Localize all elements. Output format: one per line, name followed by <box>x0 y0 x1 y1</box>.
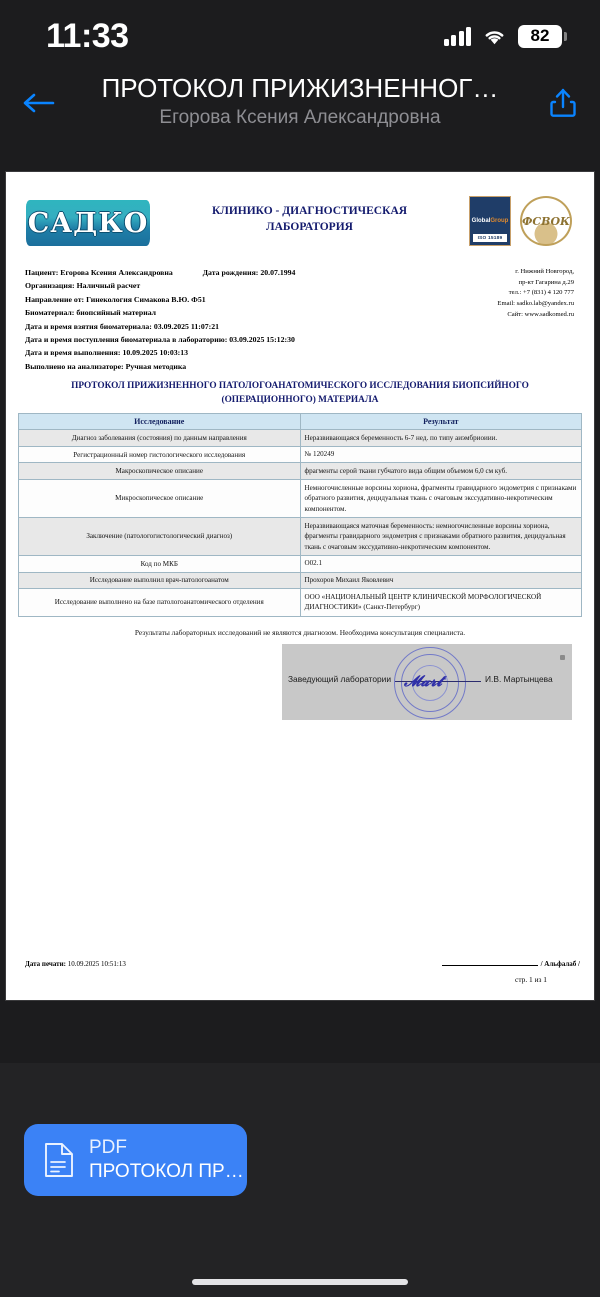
wifi-icon <box>482 27 507 46</box>
lab-title-line2: ЛАБОРАТОРИЯ <box>266 220 353 233</box>
protocol-title <box>24 380 576 407</box>
battery-icon <box>518 25 562 48</box>
share-icon <box>548 87 578 119</box>
org-label: Организация: <box>25 281 75 291</box>
contact-phone: тел.: +7 (831) 4 120 777 <box>508 289 574 297</box>
patient-info-row <box>25 266 410 279</box>
page-title: ПРОТОКОЛ ПРИЖИЗНЕННОГ… <box>101 74 499 103</box>
attachment-panel <box>0 1063 600 1297</box>
protocol-title-line2: (ОПЕРАЦИОННОГО) МАТЕРИАЛА <box>221 394 379 405</box>
completion-datetime-label: Дата и время выполнения: <box>25 348 121 358</box>
results-table <box>18 413 582 616</box>
row-value: О02.1 <box>300 555 582 572</box>
attachment-kind: PDF <box>89 1137 127 1159</box>
patient-info-row <box>25 279 410 292</box>
status-bar-indicators <box>444 25 563 48</box>
row-value: фрагменты серой ткани губчатого вида общим объемом 6,0 см куб. <box>300 463 582 480</box>
birthdate-value: 20.07.1994 <box>260 268 296 277</box>
table-row <box>19 480 582 518</box>
arrival-datetime-value: 03.09.2025 15:12:30 <box>229 335 295 345</box>
share-button[interactable] <box>532 87 578 119</box>
sadko-logo: САДКО <box>26 200 150 246</box>
attachment-text <box>89 1137 244 1183</box>
iso-label: ISO 15189 <box>473 234 507 242</box>
table-row <box>19 518 582 556</box>
contact-city: г. Нижний Новгород, <box>515 268 574 275</box>
document-page <box>6 172 594 1000</box>
column-header-study: Исследование <box>19 414 301 430</box>
table-row <box>19 572 582 589</box>
row-value: ООО «НАЦИОНАЛЬНЫЙ ЦЕНТР КЛИНИЧЕСКОЙ МОРФОЛОГИЧЕСКОЙ ДИАГНОСТИКИ» (Санкт-Петербург) <box>300 589 582 616</box>
document-info-block <box>18 266 582 373</box>
signature-name: И.В. Мартынцева <box>485 673 553 684</box>
table-row <box>19 446 582 463</box>
signature-role: Заведующий лаборатории <box>288 673 392 684</box>
print-date-label: Дата печати: <box>25 960 66 968</box>
patient-value: Егорова Ксения Александровна <box>60 268 173 277</box>
collection-datetime-value: 03.09.2025 11:07:21 <box>153 321 220 331</box>
row-value: Неразвивающаяся беременность 6-7 нед. по типу аиэмбриоиии. <box>300 430 582 447</box>
row-key: Код по МКБ <box>19 555 301 572</box>
row-value: Прохоров Михаил Яковлевич <box>300 572 582 589</box>
protocol-title-line1: ПРОТОКОЛ ПРИЖИЗНЕННОГО ПАТОЛОГОАНАТОМИЧЕСКОГО ИССЛЕДОВАНИЯ БИОПСИЙНОГО <box>71 381 529 392</box>
alfalab-signature <box>442 960 580 968</box>
patient-info-row <box>25 320 410 333</box>
navigation-bar <box>0 72 600 134</box>
page-subtitle: Егорова Ксения Александровна <box>159 107 441 128</box>
biomaterial-label: Биоматериал: <box>25 308 75 318</box>
table-row <box>19 555 582 572</box>
row-key: Исследование выполнил врач-патологоанатом <box>19 572 301 589</box>
arrival-datetime-label: Дата и время поступления биоматериала в лабораторию: <box>25 335 228 345</box>
attachment-name: ПРОТОКОЛ ПР… <box>89 1160 244 1182</box>
page-number: стр. 1 из 1 <box>515 975 547 984</box>
patient-info-row <box>25 293 410 306</box>
row-value: Немногочисленные ворсины хориона, фрагменты гравидарного эндометрия с признаками обратного развития, децидуальная ткань с очаговым экссудативно-некротическим компонентом. <box>300 480 582 518</box>
row-value: Неразвивающаяся маточная беременность: немногочисленные ворсины хориона, фрагменты гравидарного эндометрия с признаками обратного развития, децидуальная ткань с очаговым экссудативно-некротическим компонентом. <box>300 518 582 556</box>
nav-title-group <box>68 74 532 131</box>
fsvok-badge-icon: ФСВОК <box>520 196 572 246</box>
disclaimer-text: Результаты лабораторных исследований не являются диагнозом. Необходима консультация специалиста. <box>134 627 466 637</box>
accreditation-badges <box>469 190 572 246</box>
row-key: Регистрационный номер гистологического исследования <box>19 446 301 463</box>
document-viewer[interactable] <box>0 142 600 1022</box>
table-row <box>19 589 582 616</box>
alfalab-line <box>442 965 538 966</box>
pdf-file-icon <box>44 1142 74 1178</box>
row-key: Микроскопическое описание <box>19 480 301 518</box>
print-date-value: 10.09.2025 10:51:13 <box>67 960 126 968</box>
analyzer-value: Ручная методика <box>125 361 187 371</box>
cellular-signal-icon <box>444 27 472 46</box>
table-row <box>19 430 582 447</box>
back-arrow-icon <box>22 91 56 115</box>
referral-value: Гинекология Симакова В.Ю. Ф51 <box>86 294 206 304</box>
patient-info-row <box>25 346 410 359</box>
patient-info-list <box>18 266 410 373</box>
patient-label: Пациент: <box>25 268 59 277</box>
referral-label: Направление от: <box>25 294 85 304</box>
page-marker-dot <box>560 655 565 660</box>
contact-email: Email: sadko.lab@yandex.ru <box>497 300 574 308</box>
patient-info-row <box>25 333 410 346</box>
lab-contacts <box>410 266 582 373</box>
row-key: Макроскопическое описание <box>19 463 301 480</box>
lab-title <box>150 190 469 235</box>
status-bar-clock: 11:33 <box>46 16 129 55</box>
patient-info-row <box>25 360 410 373</box>
global-group-badge-icon <box>469 196 511 246</box>
org-value: Наличный расчет <box>76 281 141 291</box>
battery-percent-label: 82 <box>530 26 550 45</box>
global-group-brand-b: Group <box>490 218 509 224</box>
print-date <box>25 960 126 968</box>
table-header-row <box>19 414 582 430</box>
column-header-result: Результат <box>300 414 582 430</box>
table-row <box>19 463 582 480</box>
birthdate-label: Дата рождения: <box>202 268 259 277</box>
completion-datetime-value: 10.09.2025 10:03:13 <box>122 348 189 358</box>
analyzer-label: Выполнено на анализаторе: <box>25 361 124 371</box>
row-value: № 120249 <box>300 446 582 463</box>
patient-info-row <box>25 306 410 319</box>
row-key: Заключение (патологогистологический диагноз) <box>19 518 301 556</box>
handwritten-signature-icon: 𝓜𝓪𝓻𝓽 <box>404 671 443 690</box>
collection-datetime-label: Дата и время взятия биоматериала: <box>25 321 152 331</box>
row-key: Диагноз заболевания (состояния) по данным направления <box>19 430 301 447</box>
status-bar <box>0 0 600 72</box>
contact-website: Сайт: www.sadkomed.ru <box>507 310 574 318</box>
signature-block <box>282 644 572 720</box>
global-group-brand-a: Global <box>471 218 491 224</box>
biomaterial-value: биопсийный материал <box>76 308 157 318</box>
row-key: Исследование выполнено на базе патологоанатомического отделения <box>19 589 301 616</box>
back-button[interactable] <box>22 91 68 115</box>
home-indicator[interactable] <box>192 1279 408 1285</box>
pdf-attachment-card[interactable] <box>24 1124 247 1196</box>
footer-right <box>442 960 580 984</box>
document-letterhead <box>18 190 582 264</box>
alfalab-label: / Альфалаб / <box>540 960 580 968</box>
document-footer <box>6 960 594 984</box>
lab-title-line1: КЛИНИКО - ДИАГНОСТИЧЕСКАЯ <box>211 205 408 217</box>
contact-street: пр-кт Гагарина д.29 <box>518 278 574 286</box>
